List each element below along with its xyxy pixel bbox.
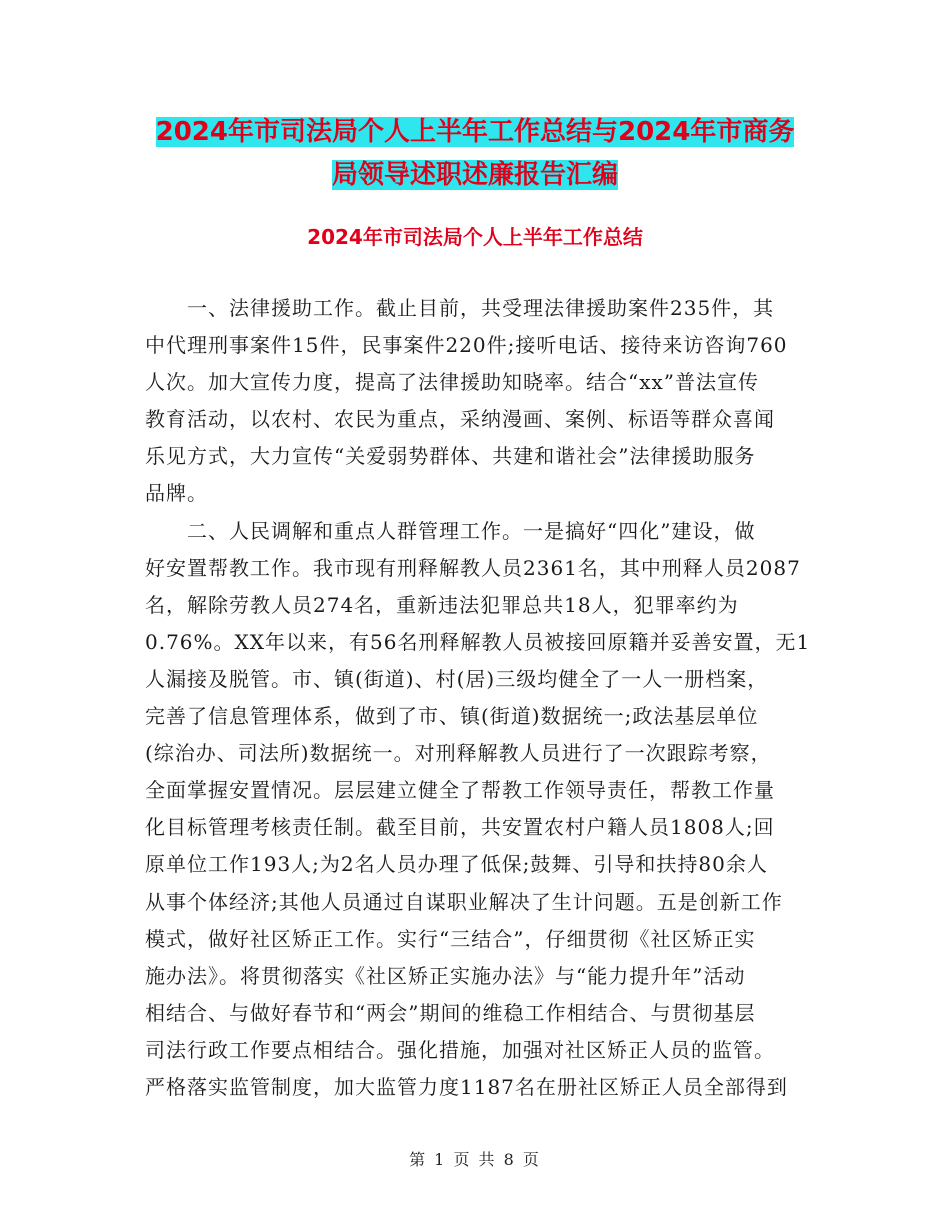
paragraph-2-line: 全面掌握安置情况。层层建立健全了帮教工作领导责任，帮教工作量 (145, 778, 775, 803)
paragraph-1-line: 中代理刑事案件15件，民事案件220件;接听电话、接待来访咨询760 (145, 333, 788, 358)
page-number-footer: 第 1 页 共 8 页 (409, 1150, 541, 1169)
paragraph-2-line: 完善了信息管理体系，做到了市、镇(街道)数据统一;政法基层单位 (145, 704, 759, 729)
paragraph-2-line: 从事个体经济;其他人员通过自谋职业解决了生计问题。五是创新工作 (145, 889, 783, 914)
paragraph-2-line: 人漏接及脱管。市、镇(街道)、村(居)三级均健全了一人一册档案， (145, 666, 769, 691)
paragraph-2-line: 名，解除劳教人员274名，重新违法犯罪总共18人，犯罪率约为 (145, 592, 739, 617)
paragraph-2-line: 司法行政工作要点相结合。强化措施，加强对社区矫正人员的监管。 (145, 1037, 775, 1062)
document-title-line-2 (0, 153, 950, 197)
title-highlight: 2024年市司法局个人上半年工作总结与2024年市商务 (155, 117, 795, 147)
paragraph-1-line: 一、法律援助工作。截止目前，共受理法律援助案件235件，其 (187, 296, 775, 320)
paragraph-2-line: 化目标管理考核责任制。截至目前，共安置农村户籍人员1808人;回 (145, 815, 775, 840)
title-highlight: 局领导述职述廉报告汇编 (331, 160, 618, 190)
document-body (145, 290, 811, 1106)
paragraph-2-line: 相结合、与做好春节和“两会”期间的维稳工作相结合、与贯彻基层 (145, 1000, 756, 1025)
section-heading: 2024年市司法局个人上半年工作总结 (307, 225, 643, 249)
paragraph-2-line: 原单位工作193人;为2名人员办理了低保;鼓舞、引导和扶持80余人 (145, 852, 768, 877)
paragraph-1-line: 品牌。 (145, 481, 208, 506)
paragraph-2-line: 模式，做好社区矫正工作。实行“三结合”，仔细贯彻《社区矫正实 (145, 926, 756, 951)
paragraph-1-line: 乐见方式，大力宣传“关爱弱势群体、共建和谐社会”法律援助服务 (145, 444, 756, 469)
paragraph-1-line: 人次。加大宣传力度，提高了法律援助知晓率。结合“xx”普法宣传 (145, 370, 760, 395)
paragraph-2-line: 好安置帮教工作。我市现有刑释解教人员2361名，其中刑释人员2087 (145, 555, 801, 580)
paragraph-2-line: 0.76%。XX年以来，有56名刑释解教人员被接回原籍并妥善安置，无1 (145, 629, 811, 654)
paragraph-1-line: 教育活动，以农村、农民为重点，采纳漫画、案例、标语等群众喜闻 (145, 407, 775, 432)
paragraph-2-line: (综治办、司法所)数据统一。对刑释解教人员进行了一次跟踪考察， (145, 741, 772, 766)
paragraph-2-line: 二、人民调解和重点人群管理工作。一是搞好“四化”建设，做 (187, 518, 756, 543)
paragraph-2-line: 严格落实监管制度，加大监管力度1187名在册社区矫正人员全部得到 (145, 1074, 788, 1099)
document-title-line-1 (0, 110, 950, 154)
paragraph-2-line: 施办法》。将贯彻落实《社区矫正实施办法》与“能力提升年”活动 (145, 963, 746, 988)
